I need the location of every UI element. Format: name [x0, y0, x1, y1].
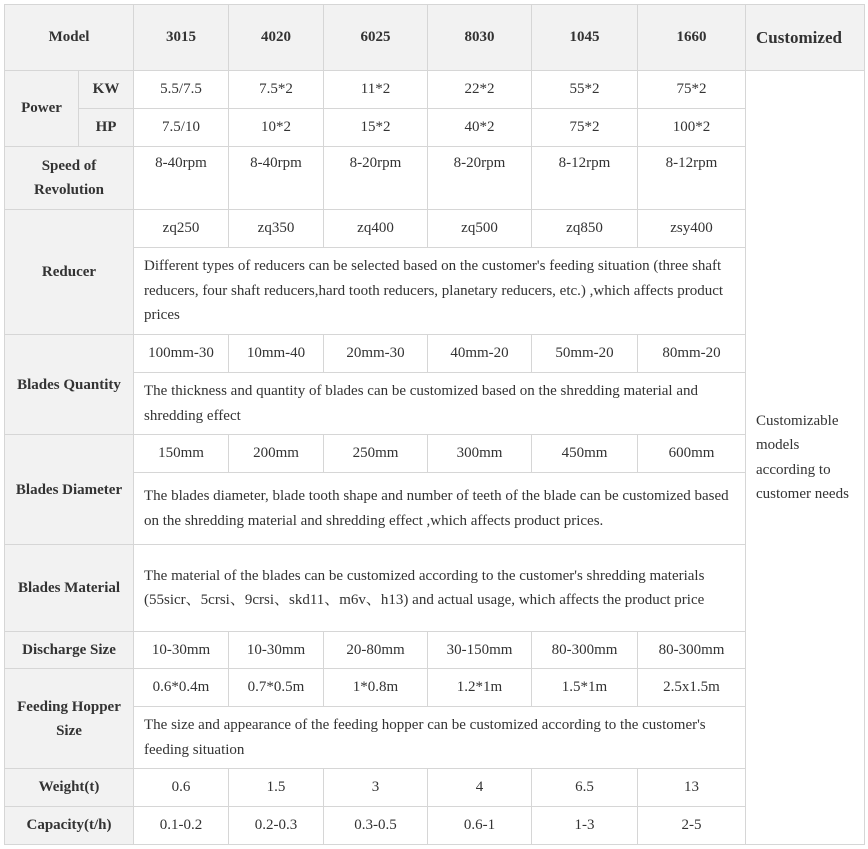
discharge-value: 10-30mm [134, 632, 229, 669]
feeding-value: 2.5x1.5m [638, 669, 746, 707]
kw-value: 11*2 [324, 71, 428, 109]
hp-value: 75*2 [532, 109, 638, 147]
speed-value: 8-40rpm [134, 147, 229, 210]
kw-value: 7.5*2 [229, 71, 324, 109]
weight-value: 4 [428, 769, 532, 807]
weight-value: 6.5 [532, 769, 638, 807]
blades-quantity-value: 50mm-20 [532, 335, 638, 373]
speed-label: Speed of Revolution [5, 147, 134, 210]
feeding-value: 1*0.8m [324, 669, 428, 707]
blades-diameter-value: 300mm [428, 435, 532, 473]
hp-label: HP [79, 109, 134, 147]
reducer-label: Reducer [5, 210, 134, 335]
reducer-value: zsy400 [638, 210, 746, 248]
kw-label: KW [79, 71, 134, 109]
blades-material-note: The material of the blades can be customized according to the customer's shredding materials (55sicr、5crsi、9crsi、skd11、m6v、h13) and actual usage, which affects the product price [134, 545, 746, 632]
discharge-value: 20-80mm [324, 632, 428, 669]
blades-diameter-label: Blades Diameter [5, 435, 134, 545]
blades-quantity-label: Blades Quantity [5, 335, 134, 435]
blades-diameter-value: 200mm [229, 435, 324, 473]
weight-value: 3 [324, 769, 428, 807]
feeding-note: The size and appearance of the feeding hopper can be customized according to the customer's feeding situation [134, 707, 746, 769]
blades-diameter-row [5, 435, 865, 473]
reducer-row [5, 210, 865, 248]
reducer-value: zq500 [428, 210, 532, 248]
reducer-value: zq250 [134, 210, 229, 248]
model-header: Model [5, 5, 134, 71]
speed-value: 8-12rpm [638, 147, 746, 210]
blades-quantity-row [5, 335, 865, 373]
kw-value: 5.5/7.5 [134, 71, 229, 109]
kw-value: 22*2 [428, 71, 532, 109]
power-kw-row [5, 71, 865, 109]
feeding-value: 0.6*0.4m [134, 669, 229, 707]
discharge-value: 80-300mm [638, 632, 746, 669]
speed-value: 8-12rpm [532, 147, 638, 210]
blades-quantity-note-row [5, 373, 865, 435]
blades-diameter-note-row [5, 473, 865, 545]
weight-label: Weight(t) [5, 769, 134, 807]
model-1660: 1660 [638, 5, 746, 71]
discharge-label: Discharge Size [5, 632, 134, 669]
discharge-row [5, 632, 865, 669]
blades-material-label: Blades Material [5, 545, 134, 632]
kw-value: 75*2 [638, 71, 746, 109]
capacity-value: 0.3-0.5 [324, 807, 428, 845]
capacity-row [5, 807, 865, 845]
hp-value: 100*2 [638, 109, 746, 147]
feeding-label: Feeding Hopper Size [5, 669, 134, 769]
customizable-note: Customizable models according to customer needs [746, 71, 865, 845]
blades-quantity-value: 80mm-20 [638, 335, 746, 373]
capacity-value: 1-3 [532, 807, 638, 845]
feeding-value: 1.5*1m [532, 669, 638, 707]
weight-value: 0.6 [134, 769, 229, 807]
feeding-value: 0.7*0.5m [229, 669, 324, 707]
blades-quantity-value: 20mm-30 [324, 335, 428, 373]
feeding-row [5, 669, 865, 707]
weight-value: 13 [638, 769, 746, 807]
reducer-note: Different types of reducers can be selected based on the customer's feeding situation (three shaft reducers, four shaft reducers,hard tooth reducers, planetary reducers, etc.) ,which affects product prices [134, 248, 746, 335]
speed-value: 8-40rpm [229, 147, 324, 210]
blades-material-row [5, 545, 865, 632]
speed-value: 8-20rpm [428, 147, 532, 210]
model-4020: 4020 [229, 5, 324, 71]
hp-value: 15*2 [324, 109, 428, 147]
discharge-value: 10-30mm [229, 632, 324, 669]
blades-diameter-value: 450mm [532, 435, 638, 473]
blades-quantity-value: 10mm-40 [229, 335, 324, 373]
hp-value: 10*2 [229, 109, 324, 147]
capacity-value: 0.2-0.3 [229, 807, 324, 845]
spec-table [4, 4, 865, 845]
blades-quantity-note: The thickness and quantity of blades can be customized based on the shredding material and shredding effect [134, 373, 746, 435]
weight-value: 1.5 [229, 769, 324, 807]
power-label: Power [5, 71, 79, 147]
reducer-value: zq850 [532, 210, 638, 248]
power-hp-row [5, 109, 865, 147]
capacity-value: 2-5 [638, 807, 746, 845]
weight-row [5, 769, 865, 807]
blades-diameter-value: 250mm [324, 435, 428, 473]
speed-row [5, 147, 865, 210]
discharge-value: 30-150mm [428, 632, 532, 669]
capacity-label: Capacity(t/h) [5, 807, 134, 845]
header-row [5, 5, 865, 71]
model-6025: 6025 [324, 5, 428, 71]
speed-value: 8-20rpm [324, 147, 428, 210]
blades-quantity-value: 40mm-20 [428, 335, 532, 373]
feeding-value: 1.2*1m [428, 669, 532, 707]
model-3015: 3015 [134, 5, 229, 71]
model-8030: 8030 [428, 5, 532, 71]
blades-quantity-value: 100mm-30 [134, 335, 229, 373]
hp-value: 7.5/10 [134, 109, 229, 147]
feeding-note-row [5, 707, 865, 769]
hp-value: 40*2 [428, 109, 532, 147]
reducer-value: zq350 [229, 210, 324, 248]
model-1045: 1045 [532, 5, 638, 71]
kw-value: 55*2 [532, 71, 638, 109]
capacity-value: 0.1-0.2 [134, 807, 229, 845]
reducer-note-row [5, 248, 865, 335]
customized-header: Customized [746, 5, 865, 71]
blades-diameter-value: 600mm [638, 435, 746, 473]
capacity-value: 0.6-1 [428, 807, 532, 845]
reducer-value: zq400 [324, 210, 428, 248]
blades-diameter-note: The blades diameter, blade tooth shape and number of teeth of the blade can be customized based on the shredding material and shredding effect ,which affects product prices. [134, 473, 746, 545]
blades-diameter-value: 150mm [134, 435, 229, 473]
discharge-value: 80-300mm [532, 632, 638, 669]
